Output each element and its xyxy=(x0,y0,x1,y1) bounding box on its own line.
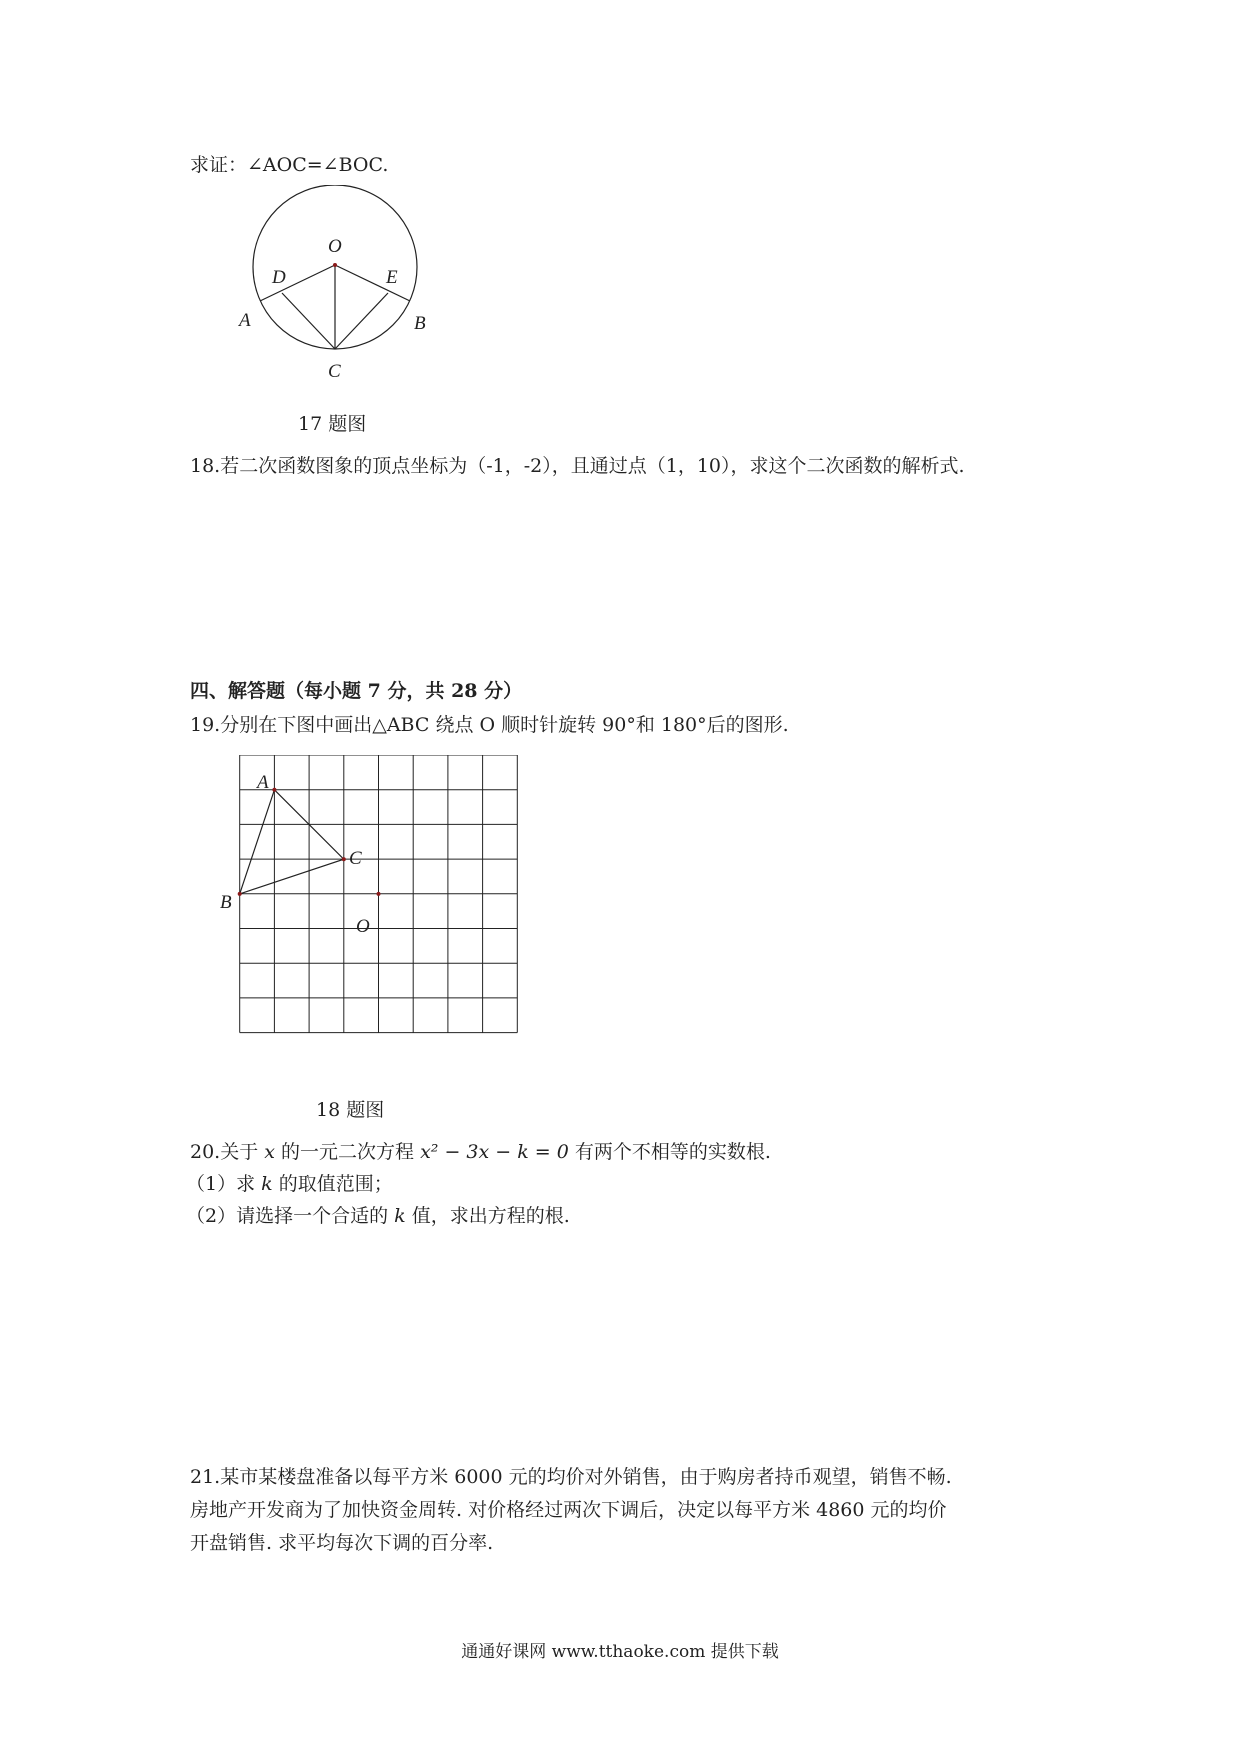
q20-part-1 xyxy=(186,1171,393,1197)
q18-text: 18.若二次函数图象的顶点坐标为（-1，-2），且通过点（1，10），求这个二次函数的解析式. xyxy=(190,455,965,477)
segment-ob xyxy=(335,265,410,301)
segment-dc xyxy=(282,293,335,349)
q20-mid: 的一元二次方程 xyxy=(274,1141,421,1163)
label-a: A xyxy=(257,772,269,793)
label-o: O xyxy=(328,236,342,257)
q20-part1-variable: k xyxy=(261,1173,273,1195)
q20-suffix: 有两个不相等的实数根. xyxy=(568,1141,771,1163)
triangle-abc xyxy=(240,790,344,894)
q21-line-2: 房地产开发商为了加快资金周转. 对价格经过两次下调后，决定以每平方米 4860 元的均价 xyxy=(190,1499,947,1521)
q20-part1-suffix: 的取值范围； xyxy=(272,1173,393,1195)
segment-ec xyxy=(335,293,388,349)
section-4-heading: 四、解答题（每小题 7 分，共 28 分） xyxy=(190,680,523,702)
label-d: D xyxy=(272,267,286,288)
label-c: C xyxy=(328,361,341,382)
q17-prove-statement: 求证：∠AOC=∠BOC. xyxy=(190,154,389,176)
q20-equation: x² − 3x − k = 0 xyxy=(420,1141,569,1163)
q20-part2-variable: k xyxy=(394,1205,406,1227)
q21-line-3: 开盘销售. 求平均每次下调的百分率. xyxy=(190,1532,494,1554)
q20-part2-prefix: （2）请选择一个合适的 xyxy=(186,1205,395,1227)
label-a: A xyxy=(239,310,251,331)
point-c xyxy=(342,857,346,861)
q21-line-1: 21.某市某楼盘准备以每平方米 6000 元的均价对外销售，由于购房者持币观望，销售不畅. xyxy=(190,1466,952,1488)
q19-text: 19.分别在下图中画出△ABC 绕点 O 顺时针旋转 90°和 180°后的图形. xyxy=(190,714,789,736)
point-o xyxy=(333,263,337,267)
label-c: C xyxy=(349,848,362,869)
q17-figure-caption: 17 题图 xyxy=(298,413,367,435)
q20-part1-prefix: （1）求 xyxy=(186,1173,262,1195)
label-b: B xyxy=(220,892,232,913)
q20-prefix: 20.关于 xyxy=(190,1141,265,1163)
label-e: E xyxy=(386,267,398,288)
label-o: O xyxy=(356,916,370,937)
q19-figure-caption: 18 题图 xyxy=(316,1099,385,1121)
q17-circle-figure xyxy=(230,185,460,385)
q20-part2-suffix: 值，求出方程的根. xyxy=(405,1205,570,1227)
page-footer: 通通好课网 www.tthaoke.com 提供下载 xyxy=(461,1642,779,1662)
point-b xyxy=(238,892,242,896)
point-a xyxy=(272,788,276,792)
q20-statement xyxy=(190,1139,771,1165)
label-b: B xyxy=(414,313,426,334)
q20-part-2 xyxy=(186,1203,570,1229)
q20-variable-x: x xyxy=(264,1141,275,1163)
q19-grid-figure xyxy=(215,755,525,1050)
point-o xyxy=(377,892,381,896)
